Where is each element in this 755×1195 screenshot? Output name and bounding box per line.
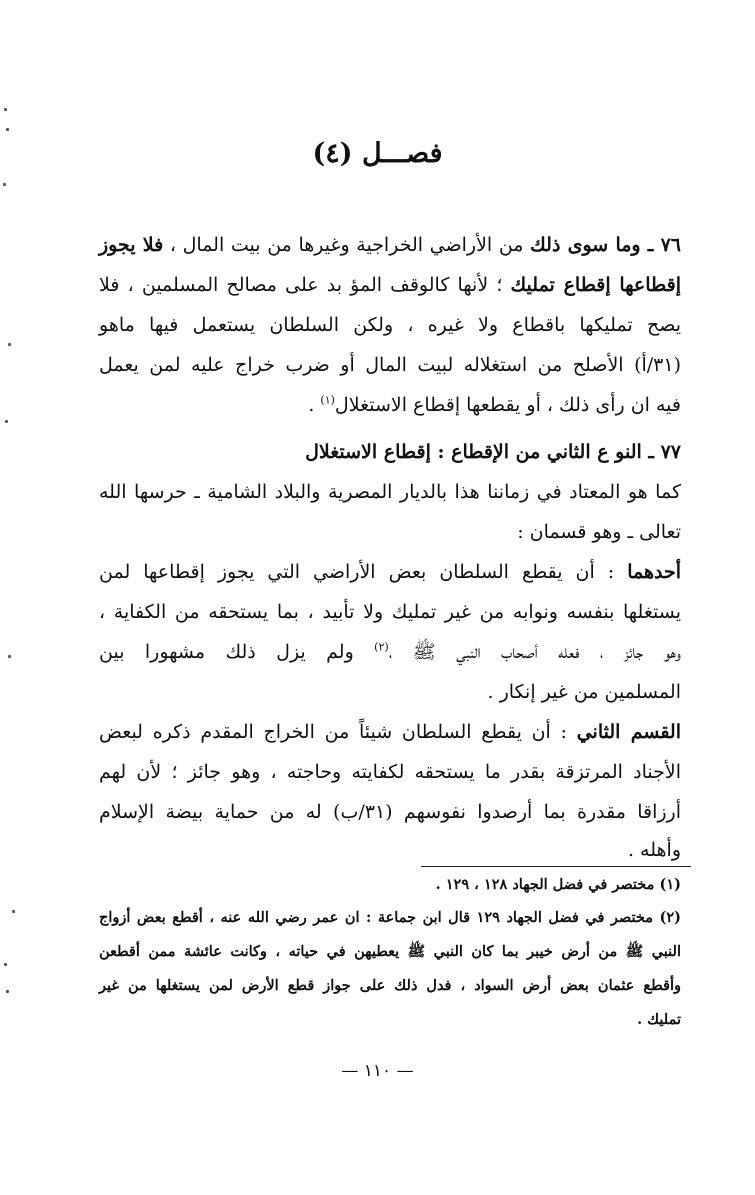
section-77-line-4 xyxy=(99,552,681,592)
section-77-line-3: تعالى ـ وهو قسمان : xyxy=(517,521,681,543)
section-76-line-5 xyxy=(99,385,681,425)
scan-speck xyxy=(6,990,9,993)
section-76-text: فيه ان رأى ذلك ، أو يقطعها إقطاع الاستغلال xyxy=(334,394,681,416)
section-76-line-2 xyxy=(99,265,681,305)
section-77-text: ولم يزل ذلك مشهورا بين xyxy=(99,641,375,663)
scan-speck xyxy=(8,343,11,346)
section-77-heading: ٧٧ ـ النو ع الثاني من الإقطاع : إقطاع الاستغلال xyxy=(305,441,681,463)
section-76-text: من الأراضي الخراجية وغيرها من بيت المال ، xyxy=(163,234,531,256)
chapter-heading: فصـــل (٤) xyxy=(312,138,443,169)
section-77-line-10: أرزاقا مقدرة بما أرصدوا نفوسهم (٣١/ب) له من حماية بيضة الإسلام xyxy=(99,801,681,823)
section-77-line-5: يستغلها بنفسه ونوابه من غير تمليك ولا تأبيد ، بما يستحقه من الكفاية ، xyxy=(99,601,681,623)
section-76-ruling: فلا يجوز xyxy=(99,234,164,256)
section-77-line-8 xyxy=(99,712,681,752)
footnote-ref-1: (١) xyxy=(320,393,335,407)
section-77-text: : أن يقطع السلطان بعض الأراضي التي يجوز إقطاعها لمن xyxy=(99,561,628,583)
scan-speck xyxy=(12,910,15,913)
first-type-label: أحدهما xyxy=(627,561,681,583)
scan-speck xyxy=(4,108,7,111)
scan-speck xyxy=(8,655,11,658)
section-76-line-4: (٣١/أ) الأصلح من استغلاله لبيت المال أو ضرب خراج عليه لمن يعمل xyxy=(99,354,681,376)
section-76-end: . xyxy=(308,394,321,416)
scan-speck xyxy=(4,963,7,966)
section-77-text: وهو جائز ، فعله أصحاب النبي ﷺ ، xyxy=(388,641,681,663)
section-77-line-9: الأجناد المرتزقة بقدر ما يستحقه لكفايته وحاجته ، وهو جائز ؛ لأن لهم xyxy=(99,761,681,783)
section-76-line-1 xyxy=(99,225,681,265)
footnote-ref-2: (٢) xyxy=(374,640,389,654)
footnote-divider xyxy=(421,866,691,867)
section-77-line-6 xyxy=(99,632,681,672)
section-77-line-2: كما هو المعتاد في زماننا هذا بالديار المصرية والبلاد الشامية ـ حرسها الله xyxy=(99,481,681,503)
section-76-line-3: يصح تمليكها باقطاع ولا غيره ، ولكن السلطان يستعمل فيها ماهو xyxy=(99,314,681,336)
scan-speck xyxy=(3,183,6,186)
section-76-text: ؛ لأنها كالوقف المؤ بد على مصالح المسلمين ، فلا xyxy=(99,274,511,296)
section-77-line-11: وأهله . xyxy=(627,839,681,861)
second-type-label: القسم الثاني xyxy=(576,721,682,743)
footnote-2-line-3: وأقطع عثمان بعض أرض السواد ، فدل ذلك على جواز قطع الأرض لمن يستغلها من غير xyxy=(99,977,681,994)
footnote-2-line-1: (٢) مختصر في فضل الجهاد ١٢٩ قال ابن جماعة : ان عمر رضي الله عنه ، أقطع بعض أزواج xyxy=(99,909,682,926)
footnote-2-line-2: النبي ﷺ من أرض خيبر بما كان النبي ﷺ يعطيهن في حياته ، وكانت عائشة ممن أقطعن xyxy=(99,943,681,960)
section-76-ruling-cont: إقطاعها إقطاع تمليك xyxy=(510,274,681,296)
footnote-2-line-4: تمليك . xyxy=(637,1011,681,1028)
section-77-text: : أن يقطع السلطان شيئاً من الخراج المقدم ذكره لبعض xyxy=(99,721,577,743)
footnote-1: (١) مختصر في فضل الجهاد ١٢٨ ، ١٢٩ . xyxy=(435,876,681,893)
scan-speck xyxy=(5,420,8,423)
section-77-line-7: المسلمين من غير إنكار . xyxy=(487,681,681,703)
scan-speck xyxy=(6,128,9,131)
section-76-lead: ٧٦ ـ وما سوى ذلك xyxy=(530,234,682,256)
page-number: — ١١٠ — xyxy=(341,1061,414,1081)
